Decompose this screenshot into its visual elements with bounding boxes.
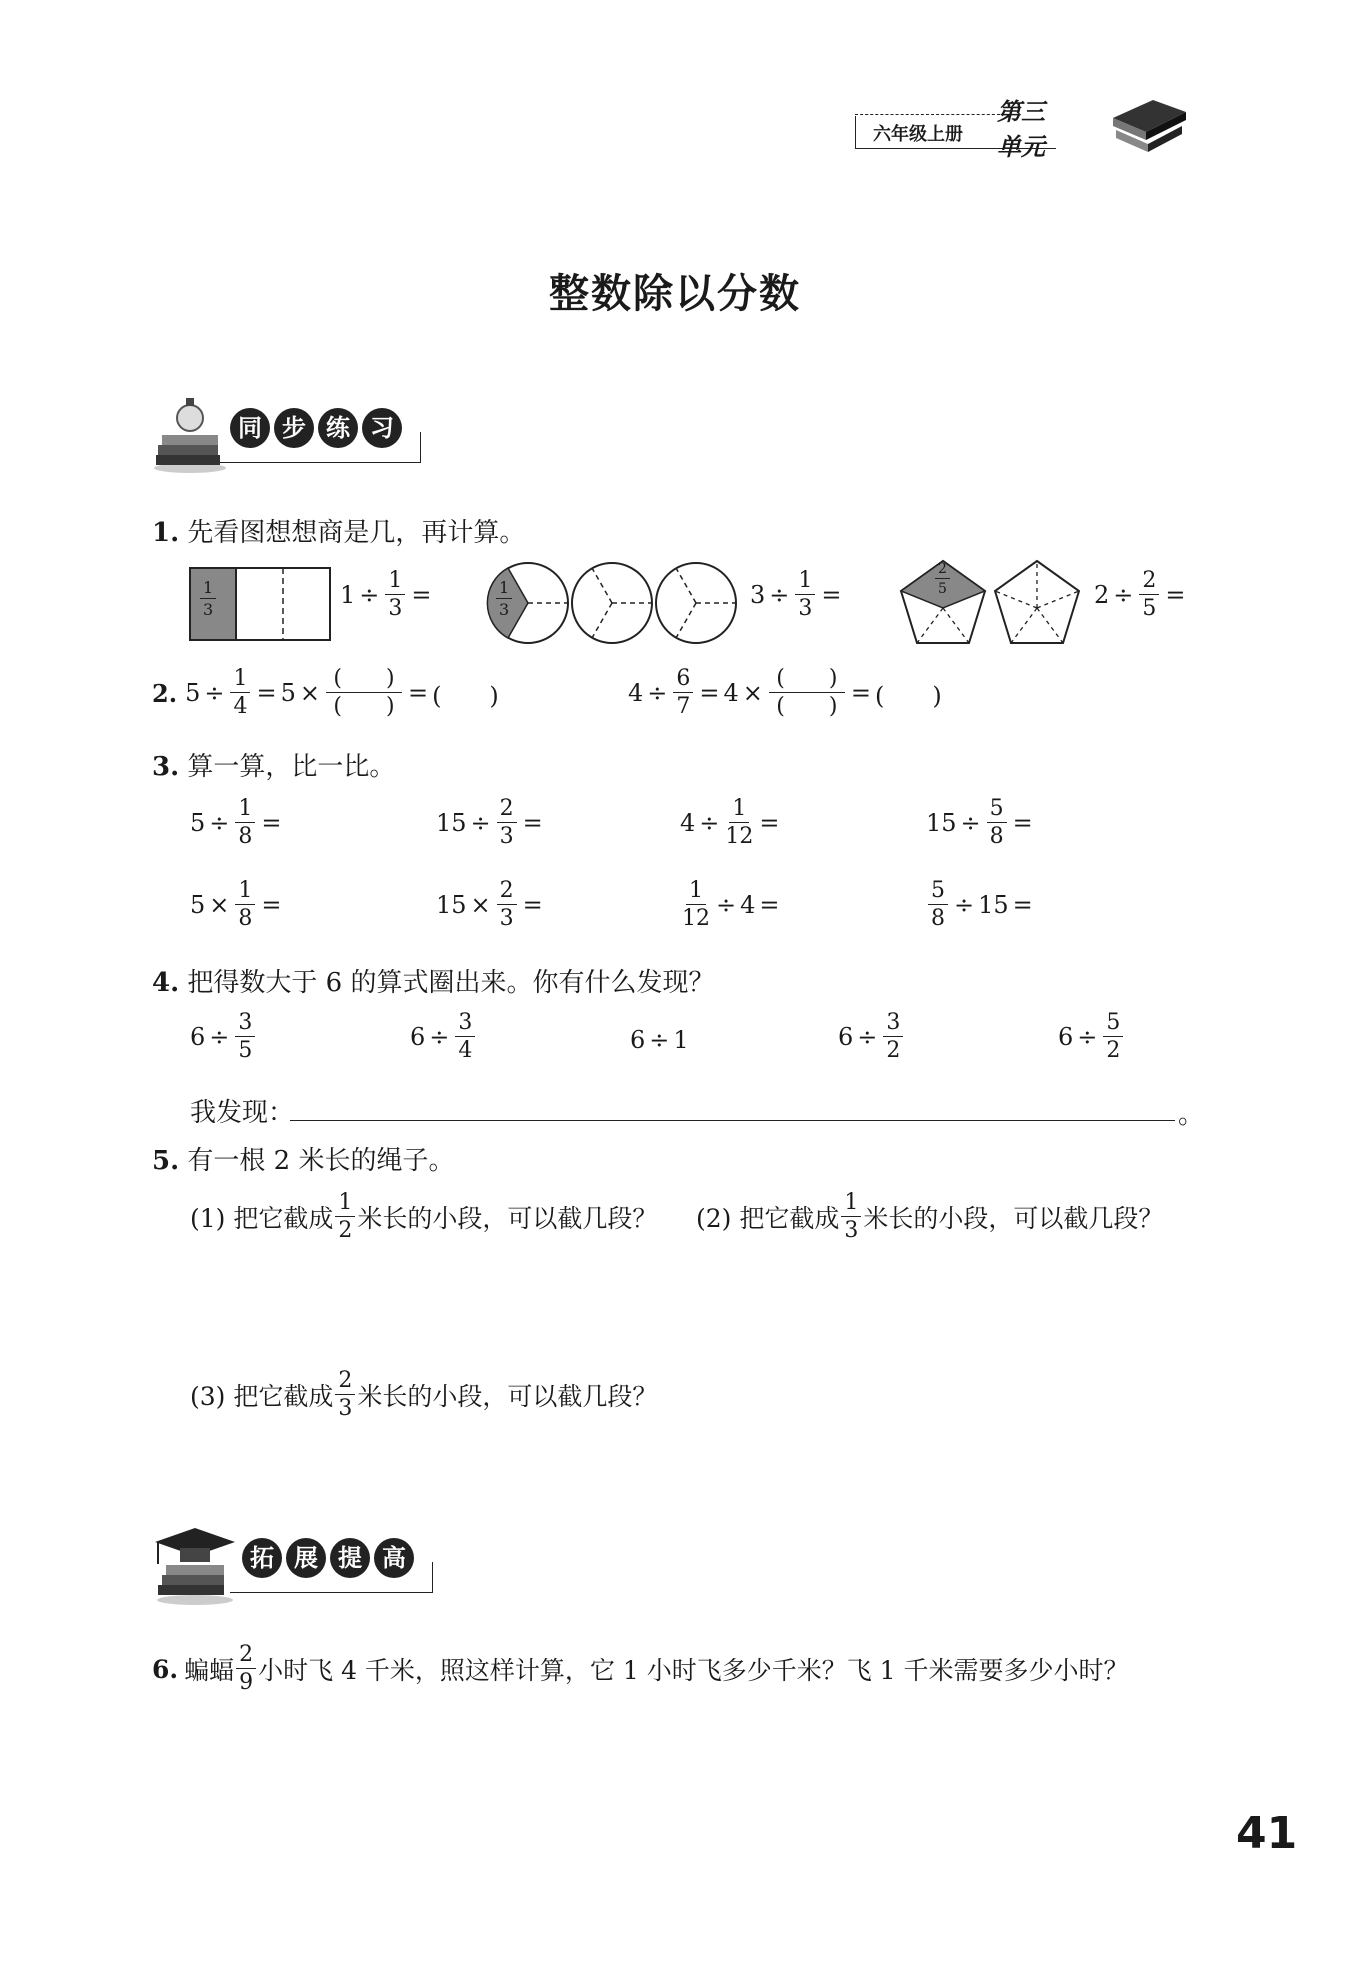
q5-part-3: (3) 把它截成 $\frac{2}{3}$ 米长的小段，可以截几段？ xyxy=(190,1368,658,1421)
q1-text: 1. 先看图想想商是几，再计算。 xyxy=(152,518,526,548)
q3-r1-4: 15 ÷ $\frac{5}{8}$ = xyxy=(926,796,1033,849)
q4-item-4[interactable]: 6 ÷ $\frac{3}{2}$ xyxy=(838,1012,905,1062)
section-char: 高 xyxy=(374,1538,414,1578)
q4-item-1[interactable]: 6 ÷ $\frac{3}{5}$ xyxy=(190,1012,257,1062)
page-number: 41 xyxy=(1236,1808,1298,1859)
q1-circle-label: $\frac{1}{3}$ xyxy=(494,580,514,618)
q1-expr-2: 3 ÷ $\frac{1}{3}$ = xyxy=(750,568,842,621)
grade-label: 六年级上册 xyxy=(873,124,963,145)
unit-label: 第三单元 xyxy=(997,98,1045,161)
q1-expr-3: 2 ÷ $\frac{2}{5}$ = xyxy=(1094,568,1186,621)
q1-pentagon-label: $\frac{2}{5}$ xyxy=(933,562,952,596)
q6-text: 6. 蝙蝠 $\frac{2}{9}$ 小时飞 4 千米，照这样计算，它 1 小时飞多少千米？飞 1 千米需要多少小时？ xyxy=(152,1642,1129,1695)
section-extend xyxy=(150,1520,440,1610)
q3-r1-2: 15 ÷ $\frac{2}{3}$ = xyxy=(436,796,543,849)
q4-item-2[interactable]: 6 ÷ $\frac{3}{4}$ xyxy=(410,1012,477,1062)
q1-pentagons-figure xyxy=(898,558,1088,648)
books-icon xyxy=(1108,88,1188,158)
q4-answer-line[interactable] xyxy=(290,1120,1175,1121)
q4-item-5[interactable]: 6 ÷ $\frac{5}{2}$ xyxy=(1058,1012,1125,1062)
grad-cap-books-icon xyxy=(150,1520,240,1605)
q3-r1-1: 5 ÷ $\frac{1}{8}$ = xyxy=(190,796,282,849)
section-extend-labels xyxy=(242,1538,414,1578)
q3-r2-3: $\frac{1}{12}$ ÷ 4 = xyxy=(682,878,780,931)
q2-right: 4 ÷ $\frac{6}{7}$ = 4 × $\frac{( )}{( )}$ = ( ) xyxy=(628,666,942,719)
section-char: 习 xyxy=(362,408,402,448)
q5-part-1: (1) 把它截成 $\frac{1}{2}$ 米长的小段，可以截几段？ xyxy=(190,1190,658,1243)
q3-r1-3: 4 ÷ $\frac{1}{12}$ = xyxy=(680,796,780,849)
q5-part-2: (2) 把它截成 $\frac{1}{3}$ 米长的小段，可以截几段？ xyxy=(696,1190,1164,1243)
section-char: 步 xyxy=(274,408,314,448)
q3-text: 3. 算一算，比一比。 xyxy=(152,752,396,782)
section-char: 提 xyxy=(330,1538,370,1578)
section-practice-labels xyxy=(230,408,402,448)
header-line xyxy=(855,114,1005,115)
q4-text: 4. 把得数大于 6 的算式圈出来。你有什么发现？ xyxy=(152,968,715,998)
section-char: 同 xyxy=(230,408,270,448)
q4-found-label: 我发现： xyxy=(190,1098,295,1128)
section-char: 展 xyxy=(286,1538,326,1578)
page-title: 整数除以分数 xyxy=(549,270,801,317)
q3-r2-4: $\frac{5}{8}$ ÷ 15 = xyxy=(926,880,1037,930)
q1-circles-figure xyxy=(485,560,745,646)
q2-left: 2. 5 ÷ $\frac{1}{4}$ = 5 × $\frac{( )}{( )}$ = ( ) xyxy=(152,666,499,719)
q3-r2-2: 15 × $\frac{2}{3}$ = xyxy=(436,878,543,931)
q4-item-3[interactable]: 6 ÷ 1 xyxy=(630,1026,689,1054)
section-char: 拓 xyxy=(242,1538,282,1578)
q3-r2-1: 5 × $\frac{1}{8}$ = xyxy=(190,878,282,931)
q1-expr-1: 1 ÷ $\frac{1}{3}$ = xyxy=(340,568,432,621)
q4-end: 。 xyxy=(1178,1100,1205,1130)
q5-text: 5. 有一根 2 米长的绳子。 xyxy=(152,1146,455,1176)
q1-rect-label: $\frac{1}{3}$ xyxy=(198,580,218,618)
section-char: 练 xyxy=(318,408,358,448)
header-box xyxy=(855,98,1045,161)
lamp-books-icon xyxy=(150,390,230,475)
section-practice xyxy=(150,390,430,480)
